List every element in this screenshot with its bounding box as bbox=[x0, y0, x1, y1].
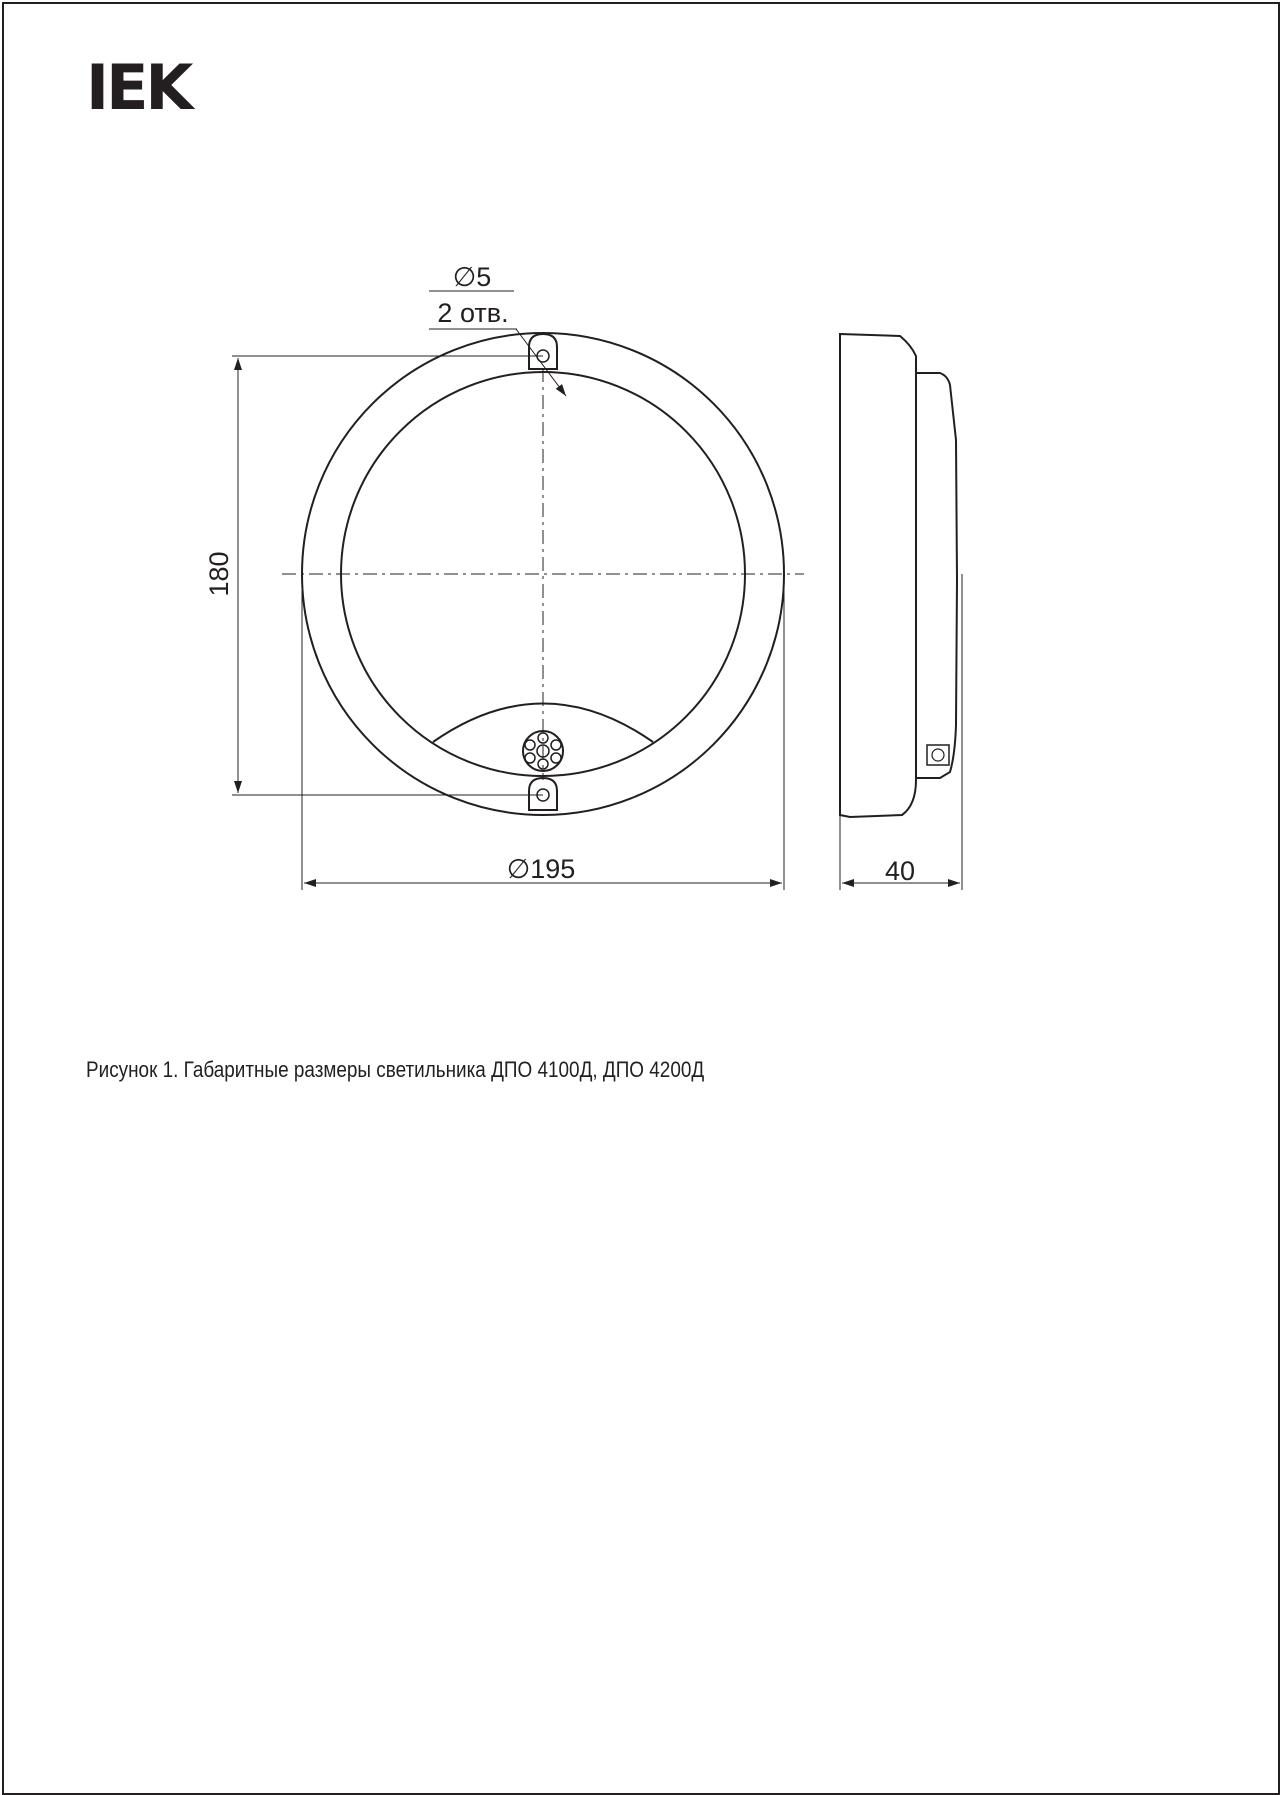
height-dimension bbox=[204, 356, 543, 795]
bottom-mounting-hole bbox=[529, 778, 557, 810]
depth-label: 40 bbox=[884, 856, 916, 886]
front-view bbox=[282, 333, 804, 815]
logo-wordmark: IEK bbox=[86, 51, 191, 124]
hole-leader bbox=[429, 262, 566, 396]
diameter-label: ∅195 bbox=[506, 854, 576, 884]
figure-caption: Рисунок 1. Габаритные размеры светильника ДПО 4100Д, ДПО 4200Д bbox=[86, 1057, 705, 1082]
height-label: 180 bbox=[204, 551, 234, 597]
hole-count-label: 2 отв. bbox=[437, 298, 509, 328]
side-view bbox=[840, 334, 957, 817]
side-housing bbox=[840, 334, 916, 817]
depth-dimension bbox=[840, 574, 962, 890]
hole-diameter-label: ∅5 bbox=[452, 262, 492, 292]
side-diffuser bbox=[916, 373, 957, 778]
side-sensor-icon bbox=[927, 745, 949, 765]
